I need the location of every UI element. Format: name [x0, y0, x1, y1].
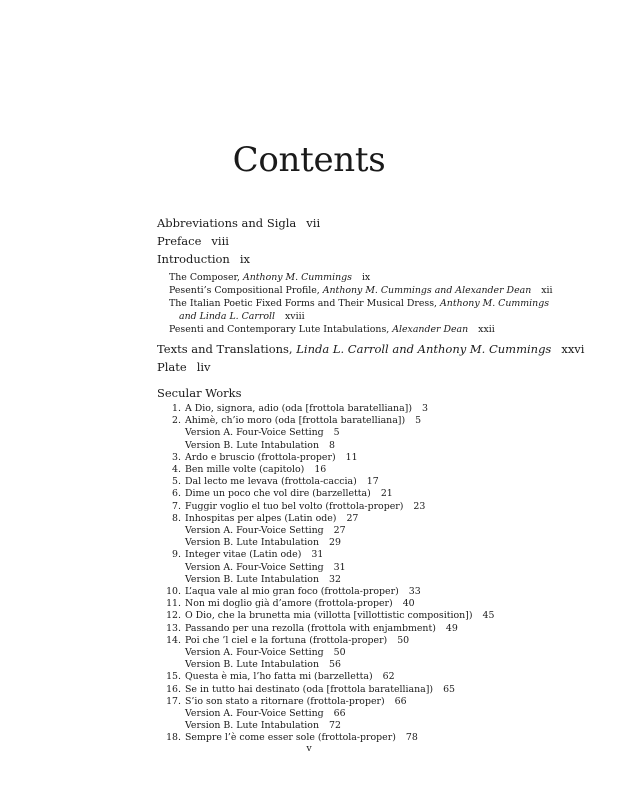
work-number: 4.: [172, 464, 181, 476]
entry-page: 17: [366, 476, 379, 488]
work-entry: [157, 476, 577, 488]
entry-page: 23: [413, 500, 426, 512]
work-version: [185, 659, 577, 671]
table-of-contents: [157, 214, 585, 745]
entry-page: 11: [345, 451, 358, 463]
work-title: Inhospitas per alpes (Latin ode): [185, 512, 337, 524]
work-entry: [157, 598, 577, 610]
entry-page: ix: [361, 272, 371, 283]
work-entry: [157, 586, 577, 598]
work-number: 18.: [166, 732, 181, 744]
work-entry: [157, 403, 577, 415]
version-title: Version A. Four-Voice Setting: [185, 708, 324, 720]
work-title: L’aqua vale al mio gran foco (frottola-proper): [185, 586, 399, 598]
version-title: Version B. Lute Intabulation: [185, 439, 319, 451]
work-version: [185, 440, 577, 452]
entry-page: 50: [333, 647, 346, 659]
entry-author: Anthony M. Cummings: [440, 298, 550, 309]
work-version: [185, 720, 577, 732]
entry-page: 65: [443, 683, 455, 695]
work-title: Dime un poco che vol dire (barzelletta): [185, 488, 371, 500]
toc-entry-introduction: [157, 250, 577, 268]
work-title: Poi che ’l ciel e la fortuna (frottola-proper): [185, 634, 388, 646]
work-version: [185, 537, 577, 549]
toc-subentry-continuation: [179, 310, 577, 323]
entry-page: 27: [333, 525, 346, 537]
work-title: O Dio, che la brunetta mia (villotta [villottistic composition]): [185, 610, 473, 622]
section-heading-secular-works: Secular Works: [157, 386, 242, 400]
work-number: 7.: [172, 500, 181, 512]
entry-page: 49: [445, 622, 458, 634]
work-number: 8.: [172, 512, 181, 524]
entry-page: 5: [333, 427, 340, 439]
entry-author: Alexander Dean: [392, 324, 469, 335]
toc-entry-plate: Plate liv: [157, 360, 211, 374]
work-title: Passando per una rezolla (frottola with enjambment): [185, 622, 436, 634]
entry-page: 66: [333, 708, 346, 720]
work-entry: [157, 549, 577, 561]
entry-page: vii: [306, 216, 321, 230]
entry-page: viii: [211, 234, 229, 248]
work-title: Ben mille volte (capitolo): [185, 464, 305, 476]
entry-page: ix: [239, 252, 251, 266]
work-title: Sempre l’è come esser sole (frottola-proper): [185, 732, 396, 744]
work-entry: [157, 415, 577, 427]
version-title: Version B. Lute Intabulation: [185, 537, 319, 549]
work-version: [185, 427, 577, 439]
entry-page: 16: [314, 464, 327, 476]
entry-page: 5: [415, 415, 422, 427]
toc-entry-preface: [157, 232, 577, 250]
work-number: 1.: [172, 403, 181, 414]
entry-author: and Linda L. Carroll: [179, 311, 275, 322]
work-number: 11.: [166, 598, 181, 610]
work-number: 9.: [172, 549, 181, 561]
version-title: Version A. Four-Voice Setting: [185, 427, 324, 439]
work-number: 10.: [166, 586, 181, 598]
entry-author: Anthony M. Cummings: [242, 272, 352, 283]
entry-page: 45: [482, 610, 495, 622]
entry-label: Abbreviations and Sigla: [157, 216, 297, 230]
version-title: Version A. Four-Voice Setting: [185, 561, 324, 573]
entry-page: 27: [346, 512, 359, 524]
entry-page: 56: [329, 659, 341, 671]
entry-page: 31: [333, 561, 346, 573]
work-number: 16.: [166, 683, 181, 695]
work-entry: [157, 452, 577, 464]
work-entry: [157, 635, 577, 647]
work-title: Fuggir voglio el tuo bel volto (frottola-proper): [185, 500, 404, 512]
work-title: S’io son stato a ritornare (frottola-proper): [185, 695, 385, 707]
toc-subentry: The Italian Poetic Fixed Forms and Their Musical Dress, Anthony M. Cummings: [169, 298, 550, 309]
toc-subentry: The Composer, Anthony M. Cummings ix: [169, 272, 371, 283]
work-number: 14.: [166, 634, 181, 646]
work-entry: [157, 488, 577, 500]
entry-page: xxii: [478, 324, 495, 335]
version-title: Version B. Lute Intabulation: [185, 659, 319, 671]
work-entry: [157, 684, 577, 696]
work-number: 13.: [166, 622, 181, 634]
work-version: [185, 562, 577, 574]
work-number: 5.: [172, 476, 181, 488]
entry-page: xii: [541, 285, 553, 296]
version-title: Version B. Lute Intabulation: [185, 720, 319, 732]
work-entry: [157, 623, 577, 635]
entry-author: Linda L. Carroll and Anthony M. Cummings: [296, 342, 552, 356]
work-entry: [157, 464, 577, 476]
work-number: 12.: [166, 610, 181, 622]
work-entry: [157, 610, 577, 622]
work-number: 15.: [166, 671, 181, 683]
work-title: Dal lecto me levava (frottola-caccia): [185, 476, 357, 488]
entry-label: Preface: [157, 234, 202, 248]
entry-page: 78: [405, 732, 418, 744]
entry-page: 29: [329, 537, 341, 549]
entry-page: 50: [397, 634, 410, 646]
toc-entry-abbreviations: [157, 214, 577, 232]
toc-subentry: Pesenti and Contemporary Lute Intabulations, Alexander Dean xxii: [169, 324, 495, 335]
entry-page: 40: [402, 598, 415, 610]
work-version: [185, 574, 577, 586]
page-folio: v: [306, 743, 312, 754]
introduction-subsections: [157, 271, 577, 336]
work-title: Integer vitae (Latin ode): [185, 549, 302, 561]
work-title: Ardo e bruscio (frottola-proper): [185, 451, 336, 463]
entry-page: 3: [421, 403, 428, 414]
work-number: 2.: [172, 415, 181, 427]
work-entry: [157, 501, 577, 513]
version-title: Version A. Four-Voice Setting: [185, 647, 324, 659]
work-version: [185, 647, 577, 659]
entry-page: 8: [329, 439, 335, 451]
entry-page: 66: [394, 695, 407, 707]
work-version: [185, 708, 577, 720]
entry-page: 33: [408, 586, 421, 598]
version-title: Version A. Four-Voice Setting: [185, 525, 324, 537]
works-list: [157, 403, 577, 745]
entry-label: Introduction: [157, 252, 230, 266]
work-number: 6.: [172, 488, 181, 500]
work-title: Questa è mia, l’ho fatta mi (barzelletta): [185, 671, 373, 683]
work-title: Non mi doglio già d’amore (frottola-proper): [185, 598, 393, 610]
work-version: [185, 525, 577, 537]
entry-page: liv: [196, 360, 211, 374]
page-title: Contents: [232, 140, 386, 180]
work-number: 3.: [172, 451, 181, 463]
work-title: Se in tutto hai destinato (oda [frottola baratelliana]): [185, 683, 434, 695]
version-title: Version B. Lute Intabulation: [185, 573, 319, 585]
work-title: A Dio, signora, adio (oda [frottola baratelliana]): [185, 403, 412, 414]
work-entry: [157, 696, 577, 708]
work-title: Ahimè, ch’io moro (oda [frottola baratelliana]): [185, 415, 406, 427]
entry-author: Anthony M. Cummings and Alexander Dean: [322, 285, 532, 296]
toc-subentry: Pesenti’s Compositional Profile, Anthony M. Cummings and Alexander Dean xii: [169, 285, 553, 296]
toc-entry-texts-translations: Texts and Translations, Linda L. Carroll and Anthony M. Cummings xxvi: [157, 342, 585, 356]
work-entry: [157, 671, 577, 683]
entry-page: xviii: [285, 311, 305, 322]
work-number: 17.: [166, 695, 181, 707]
entry-page: 32: [329, 573, 341, 585]
entry-page: 72: [329, 720, 341, 732]
entry-page: 31: [311, 549, 324, 561]
work-entry: [157, 513, 577, 525]
entry-page: xxvi: [561, 342, 585, 356]
entry-page: 21: [380, 488, 393, 500]
entry-page: 62: [382, 671, 395, 683]
